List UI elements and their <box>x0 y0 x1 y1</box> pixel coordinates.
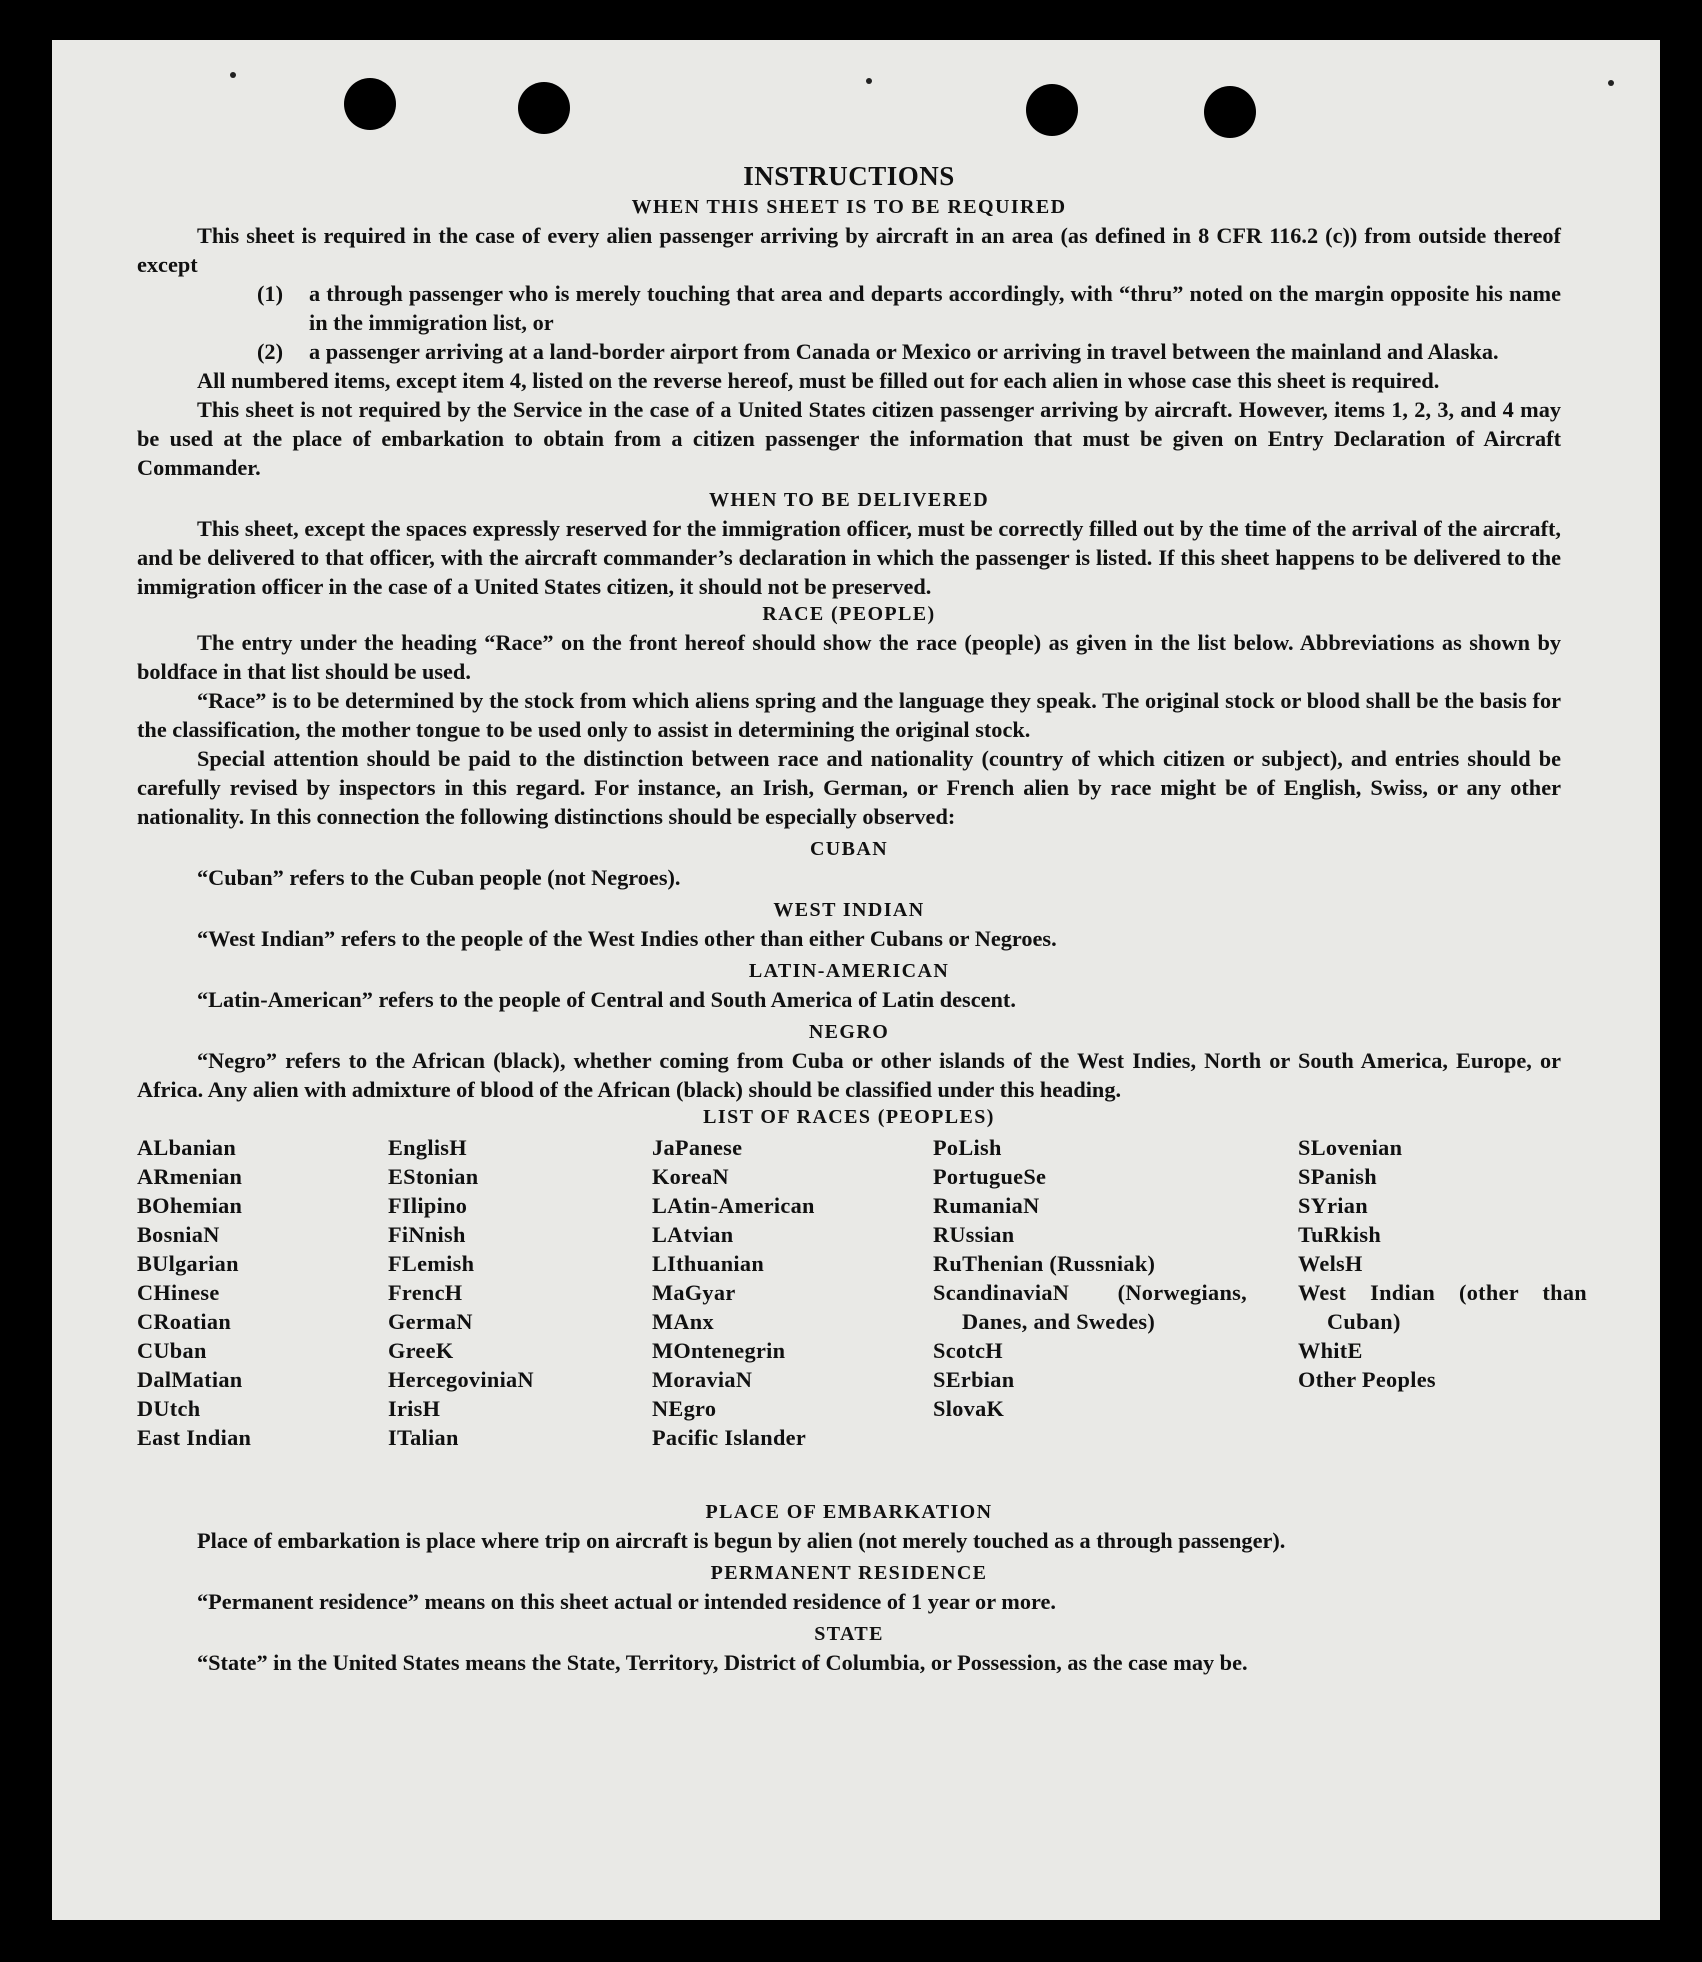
race-entry: WelsH <box>1298 1251 1363 1276</box>
paragraph: All numbered items, except item 4, listed on the reverse hereof, must be filled out for each alien in whose case this sheet is required. <box>197 368 1440 393</box>
speck <box>866 78 872 84</box>
race-entry: PortugueSe <box>933 1164 1047 1189</box>
race-entry: ALbanian <box>137 1135 237 1160</box>
race-column-4 <box>933 1133 1247 1423</box>
document-page <box>52 40 1660 1920</box>
race-entry: DalMatian <box>137 1367 243 1392</box>
page-title: INSTRUCTIONS <box>743 161 955 191</box>
heading-when-delivered: WHEN TO BE DELIVERED <box>708 489 990 511</box>
race-entry: CHinese <box>137 1280 220 1305</box>
race-entry: ITalian <box>388 1425 459 1450</box>
race-entry: SPanish <box>1298 1164 1377 1189</box>
heading-list-of-races: LIST OF RACES (PEOPLES) <box>703 1106 995 1128</box>
heading-west-indian: WEST INDIAN <box>773 899 925 921</box>
race-entry: FiNnish <box>388 1222 466 1247</box>
race-entry: IrisH <box>388 1396 441 1421</box>
race-entry: LIthuanian <box>652 1251 765 1276</box>
paragraph: “Latin-American” refers to the people of Central and South America of Latin descent. <box>197 987 1016 1012</box>
race-entry: RUssian <box>933 1222 1015 1247</box>
heading-place-of-embarkation: PLACE OF EMBARKATION <box>705 1501 993 1523</box>
race-entry: BOhemian <box>137 1193 243 1218</box>
paragraph: “State” in the United States means the State, Territory, District of Columbia, or Possession, as the case may be. <box>197 1650 1248 1675</box>
race-entry: ScotcH <box>933 1338 1003 1363</box>
race-entry: SYrian <box>1298 1193 1368 1218</box>
race-entry: KoreaN <box>652 1164 729 1189</box>
paragraph: “Race” is to be determined by the stock from which aliens spring and the language they speak. The original stock or blood shall be the basis for the classification, the mother tongue to be used only to assist in determining the original stock. <box>137 688 1561 742</box>
heading-race: RACE (PEOPLE) <box>762 603 936 625</box>
exception-item-2 <box>137 337 1561 366</box>
paragraph: Place of embarkation is place where trip on aircraft is begun by alien (not merely touched as a through passenger). <box>197 1528 1286 1553</box>
instructions-body <box>137 120 1587 1677</box>
heading-state: STATE <box>814 1623 884 1645</box>
race-list-table <box>137 1133 1587 1499</box>
race-entry: East Indian <box>137 1425 252 1450</box>
race-entry: ScandinaviaN (Norwegians, Danes, and Swedes) <box>933 1280 1247 1334</box>
race-entry: FIlipino <box>388 1193 468 1218</box>
speck <box>230 72 236 78</box>
race-entry: ARmenian <box>137 1164 243 1189</box>
speck <box>1608 80 1614 86</box>
race-entry: EnglisH <box>388 1135 467 1160</box>
paragraph: This sheet, except the spaces expressly reserved for the immigration officer, must be correctly filled out by the time of the arrival of the aircraft, and be delivered to that officer, with the aircraft commander’s declaration in which the passenger is listed. If this sheet happens to be delivered to the immigration officer in the case of a United States citizen, it should not be preserved. <box>137 516 1561 599</box>
item-text: a passenger arriving at a land-border airport from Canada or Mexico or arriving in travel between the mainland and Alaska. <box>309 339 1499 364</box>
race-entry: BosniaN <box>137 1222 220 1247</box>
item-number: (2) <box>257 339 283 364</box>
race-entry: FrencH <box>388 1280 463 1305</box>
race-entry: MOntenegrin <box>652 1338 786 1363</box>
race-entry: MaGyar <box>652 1280 736 1305</box>
race-column-2 <box>388 1133 534 1452</box>
heading-permanent-residence: PERMANENT RESIDENCE <box>710 1562 988 1584</box>
race-entry: BUlgarian <box>137 1251 239 1276</box>
race-entry: RuThenian (Russniak) <box>933 1251 1156 1276</box>
race-entry: GreeK <box>388 1338 454 1363</box>
paragraph: This sheet is not required by the Service in the case of a United States citizen passenger arriving by aircraft. However, items 1, 2, 3, and 4 may be used at the place of embarkation to obtain from a citizen passenger the information that must be given on Entry Declaration of Aircraft Commander. <box>137 397 1561 480</box>
race-entry: WhitE <box>1298 1338 1363 1363</box>
race-entry: CRoatian <box>137 1309 232 1334</box>
race-entry: MoraviaN <box>652 1367 753 1392</box>
race-entry: TuRkish <box>1298 1222 1382 1247</box>
paragraph: The entry under the heading “Race” on the front hereof should show the race (people) as given in the list below. Abbreviations as shown by boldface in that list should be used. <box>137 630 1561 684</box>
heading-cuban: CUBAN <box>809 838 889 860</box>
race-entry: RumaniaN <box>933 1193 1040 1218</box>
race-entry: LAtin-American <box>652 1193 815 1218</box>
race-column-3 <box>652 1133 815 1452</box>
race-entry: JaPanese <box>652 1135 743 1160</box>
race-entry: HercegoviniaN <box>388 1367 534 1392</box>
paragraph: “West Indian” refers to the people of the West Indies other than either Cubans or Negroes. <box>197 926 1057 951</box>
heading-when-required: WHEN THIS SHEET IS TO BE REQUIRED <box>631 196 1067 218</box>
race-entry: West Indian (other than Cuban) <box>1298 1280 1587 1334</box>
race-entry: SLovenian <box>1298 1135 1403 1160</box>
race-entry: DUtch <box>137 1396 201 1421</box>
race-entry: MAnx <box>652 1309 714 1334</box>
paragraph: Special attention should be paid to the distinction between race and nationality (country of which citizen or subject), and entries should be carefully revised by inspectors in this regard. For instance, an Irish, German, or French alien by race might be of English, Swiss, or any other nationality. In this connection the following distinctions should be especially observed: <box>137 746 1561 829</box>
race-entry: SlovaK <box>933 1396 1005 1421</box>
race-entry: PoLish <box>933 1135 1002 1160</box>
race-entry: EStonian <box>388 1164 479 1189</box>
race-entry: Pacific Islander <box>652 1425 807 1450</box>
race-entry: FLemish <box>388 1251 475 1276</box>
item-number: (1) <box>257 281 283 306</box>
race-entry: SErbian <box>933 1367 1015 1392</box>
paragraph: “Negro” refers to the African (black), whether coming from Cuba or other islands of the West Indies, North or South America, Europe, or Africa. Any alien with admixture of blood of the African (black) should be classified under this heading. <box>137 1048 1561 1102</box>
item-text: a through passenger who is merely touching that area and departs accordingly, with “thru” noted on the margin opposite his name in the immigration list, or <box>309 281 1561 335</box>
race-column-5 <box>1298 1133 1587 1394</box>
race-entry: LAtvian <box>652 1222 734 1247</box>
paragraph: “Cuban” refers to the Cuban people (not Negroes). <box>197 865 681 890</box>
race-entry: GermaN <box>388 1309 473 1334</box>
race-entry: CUban <box>137 1338 207 1363</box>
heading-negro: NEGRO <box>808 1021 890 1043</box>
exception-item-1 <box>137 279 1561 337</box>
race-entry: NEgro <box>652 1396 717 1421</box>
paragraph: “Permanent residence” means on this sheet actual or intended residence of 1 year or more. <box>197 1589 1056 1614</box>
race-column-1 <box>137 1133 251 1452</box>
heading-latin-american: LATIN-AMERICAN <box>748 960 950 982</box>
race-entry: Other Peoples <box>1298 1367 1436 1392</box>
paragraph: This sheet is required in the case of every alien passenger arriving by aircraft in an area (as defined in 8 CFR 116.2 (c)) from outside thereof except <box>137 223 1561 277</box>
